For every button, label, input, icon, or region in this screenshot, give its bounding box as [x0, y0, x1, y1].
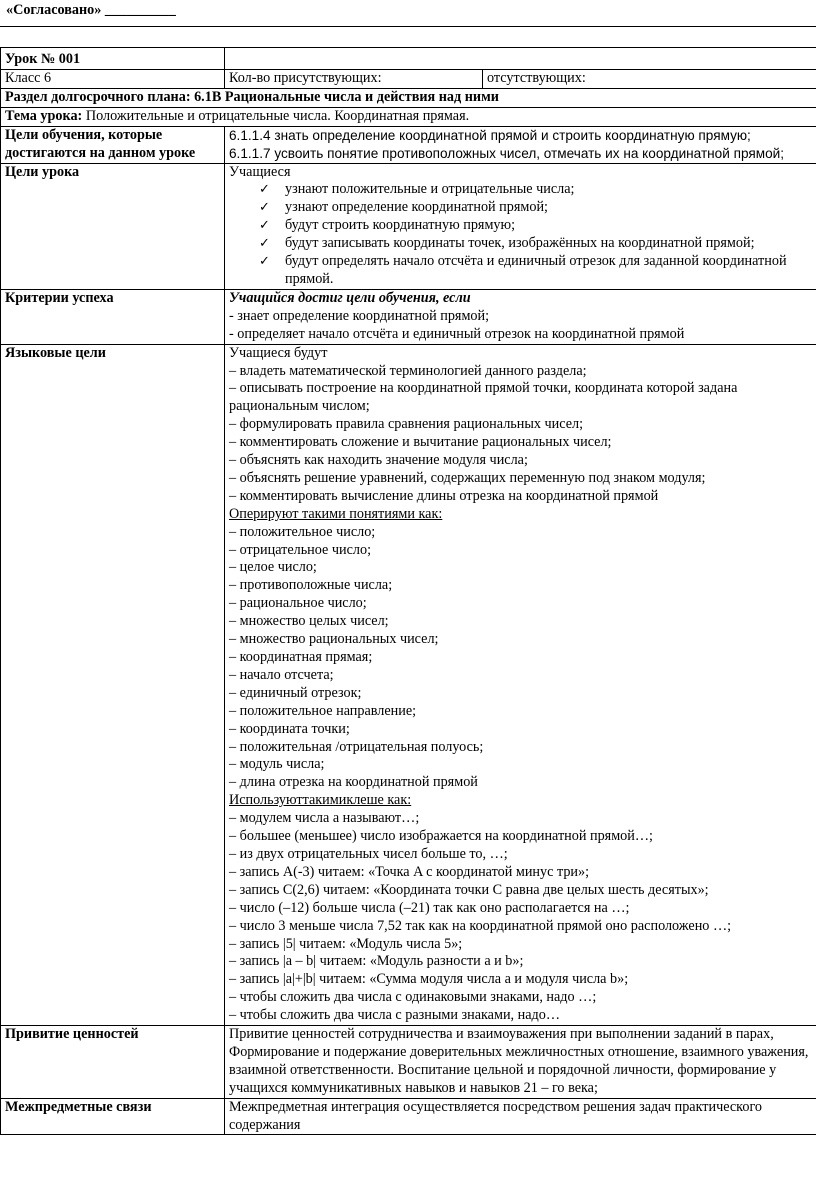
lesson-plan-table — [0, 47, 816, 1135]
values-cell — [225, 1026, 816, 1099]
header-divider — [0, 26, 816, 27]
phrase: – число (–12) больше числа (–21) так как оно располагается на …; — [229, 899, 630, 916]
cross-curricular-text: Межпредметная интеграция осуществляется посредством решения задач практического содержания — [225, 1098, 816, 1135]
phrase: – запись C(2,6) читаем: «Координата точки C равна две целых шесть десятых»; — [229, 881, 709, 898]
row-topic — [1, 107, 816, 126]
language-goals-cell — [225, 344, 816, 1025]
language-goals-intro: Учащиеся будут — [229, 344, 328, 361]
term: – множество целых чисел; — [229, 613, 389, 630]
skill: – объяснять решение уравнений, содержащих переменную под знаком модуля; — [229, 469, 706, 486]
phrase: – чтобы сложить два числа с одинаковыми знаками, надо …; — [229, 989, 597, 1006]
term: – рациональное число; — [229, 595, 367, 612]
term: – единичный отрезок; — [229, 684, 362, 701]
skill: – комментировать вычисление длины отрезка на координатной прямой — [229, 487, 659, 504]
row-success-criteria — [1, 289, 816, 344]
list-item — [259, 253, 812, 289]
phrase: – из двух отрицательных чисел больше то, …; — [229, 845, 508, 862]
term: – положительное число; — [229, 523, 376, 540]
row-language-goals — [1, 344, 816, 1025]
skill: – объяснять как находить значение модуля числа; — [229, 452, 528, 469]
lesson-goals-list — [229, 181, 812, 288]
row-values — [1, 1026, 816, 1099]
term: – целое число; — [229, 559, 317, 576]
goal-text: будут записывать координаты точек, изображённых на координатной прямой; — [285, 235, 755, 252]
approval-line: «Согласовано» __________ — [6, 2, 176, 18]
term: – координатная прямая; — [229, 649, 373, 665]
lesson-goals-cell — [225, 163, 816, 289]
row-cross-curricular — [1, 1098, 816, 1135]
learning-objective: 6.1.1.7 усвоить понятие противоположных чисел, отмечать их на координатной прямой; — [229, 145, 785, 161]
check-mark-icon: ✓ — [259, 200, 270, 216]
term: – положительная /отрицательная полуось; — [229, 738, 484, 755]
topic-label: Тема урока: — [5, 107, 83, 124]
term: – множество рациональных чисел; — [229, 631, 439, 648]
list-item — [259, 235, 812, 253]
success-criteria-heading: Учащийся достиг цели обучения, если — [229, 289, 471, 306]
skill: – описывать построение на координатной прямой точки, координата которой задана рациональным числом; — [229, 380, 738, 415]
goal-text: узнают определение координатной прямой; — [285, 199, 549, 216]
success-criteria-cell — [225, 289, 816, 344]
phrase: – модулем числа a называют…; — [229, 810, 420, 827]
row-class — [1, 70, 816, 89]
learning-objectives-list — [225, 126, 816, 163]
row-lesson-number — [1, 48, 816, 70]
row-section — [1, 88, 816, 107]
lesson-number-blank — [225, 48, 816, 70]
learning-objectives-label: Цели обучения, которые достигаются на данном уроке — [1, 126, 225, 163]
skill: – владеть математической терминологией данного раздела; — [229, 362, 587, 379]
term: – положительное направление; — [229, 702, 417, 719]
section-title: Раздел долгосрочного плана: 6.1В Рациональные числа и действия над ними — [1, 88, 816, 107]
check-mark-icon: ✓ — [259, 254, 270, 270]
term: – противоположные числа; — [229, 577, 393, 594]
term: – координата точки; — [229, 720, 350, 737]
present-count: Кол-во присутствующих: — [225, 70, 483, 89]
goal-text: узнают положительные и отрицательные числа; — [285, 181, 575, 198]
goal-text: будут строить координатную прямую; — [285, 217, 516, 234]
phrase: – большее (меньшее) число изображается на координатной прямой…; — [229, 828, 654, 845]
row-learning-objectives — [1, 126, 816, 163]
lesson-goals-intro: Учащиеся — [229, 163, 291, 180]
list-item — [259, 199, 812, 217]
criterion: - знает определение координатной прямой; — [229, 307, 490, 324]
class-cell: Класс 6 — [1, 70, 225, 89]
cross-curricular-label: Межпредметные связи — [1, 1098, 225, 1135]
skill: – формулировать правила сравнения рациональных чисел; — [229, 416, 584, 433]
phrase: – запись |a|+|b| читаем: «Сумма модуля числа a и модуля числа b»; — [229, 971, 629, 988]
language-goals-label: Языковые цели — [1, 344, 225, 1025]
terms-heading: Оперируют такими понятиями как: — [229, 505, 443, 522]
term: – модуль числа; — [229, 756, 325, 773]
row-lesson-goals — [1, 163, 816, 289]
absent-count: отсутствующих: — [483, 70, 816, 89]
values-label: Привитие ценностей — [1, 1026, 225, 1099]
topic-value: Положительные и отрицательные числа. Координатная прямая. — [85, 107, 470, 124]
check-mark-icon: ✓ — [259, 236, 270, 252]
lesson-goals-label: Цели урока — [1, 163, 225, 289]
topic-cell — [1, 107, 816, 126]
learning-objective: 6.1.1.4 знать определение координатной прямой и строить координатную прямую; — [229, 127, 751, 143]
phrase: – запись A(-3) читаем: «Точка A с координатой минус три»; — [229, 863, 590, 880]
phrase: – запись |5| читаем: «Модуль числа 5»; — [229, 935, 463, 952]
criterion: - определяет начало отсчёта и единичный отрезок на координатной прямой — [229, 325, 685, 342]
check-mark-icon: ✓ — [259, 182, 270, 198]
phrase: – число 3 меньше числа 7,52 так как на координатной прямой оно расположено …; — [229, 917, 732, 934]
skill: – комментировать сложение и вычитание рациональных чисел; — [229, 434, 612, 451]
success-criteria-label: Критерии успеха — [1, 289, 225, 344]
list-item — [259, 181, 812, 199]
phrase: – запись |a – b| читаем: «Модуль разности a и b»; — [229, 953, 524, 970]
goal-text: будут определять начало отсчёта и единичный отрезок для заданной координатной прямой. — [285, 253, 787, 287]
check-mark-icon: ✓ — [259, 218, 270, 234]
phrase: – чтобы сложить два числа с разными знаками, надо… — [229, 1007, 561, 1024]
term: – длина отрезка на координатной прямой — [229, 774, 478, 791]
list-item — [259, 217, 812, 235]
values-line: Формирование и подержание доверительных межличностных отношение, взаимного уважения, взаимной ответственности. Воспитание цельной и порядочной личности, формирование у учащихся коммуникативных навыков и навыков 21 – го века; — [229, 1043, 809, 1096]
lesson-number: Урок № 001 — [1, 48, 225, 70]
term: – отрицательное число; — [229, 541, 372, 558]
phrases-heading: Используюттакимиклеше как: — [229, 792, 412, 809]
term: – начало отсчета; — [229, 666, 334, 683]
values-line: Привитие ценностей сотрудничества и взаимоуважения при выполнении заданий в парах, — [229, 1026, 774, 1043]
